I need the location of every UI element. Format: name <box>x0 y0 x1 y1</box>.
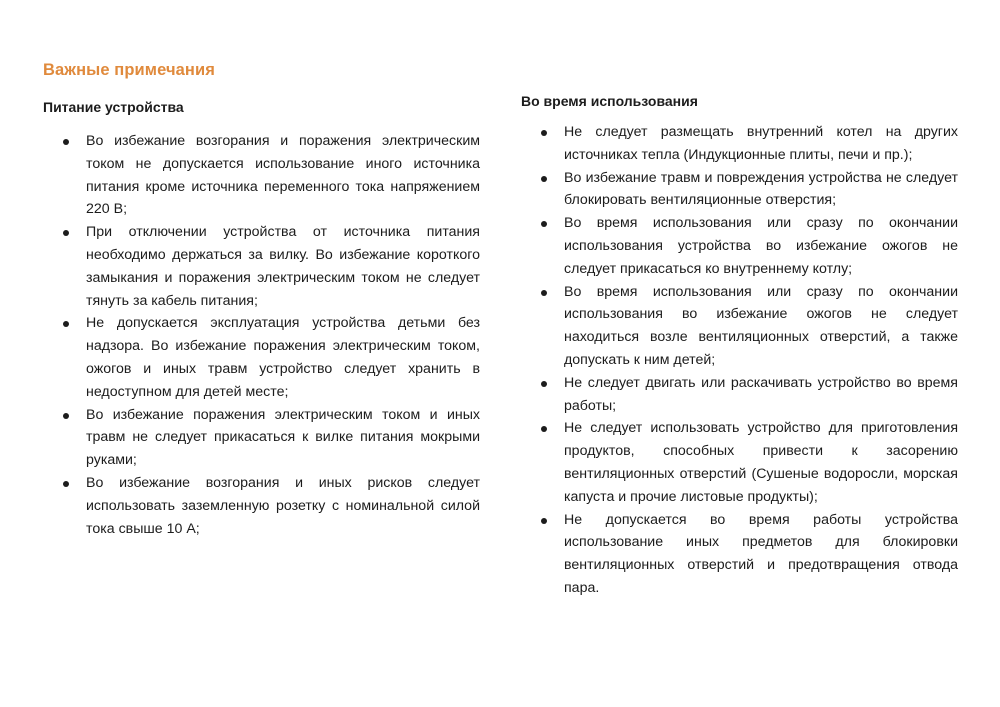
list-item-text: Не следует размещать внутренний котел на других источниках тепла (Индукционные плиты, печи и пр.); <box>564 124 958 163</box>
bullet-icon <box>541 381 547 387</box>
list-item-text: При отключении устройства от источника питания необходимо держаться за вилку. Во избежание короткого замыкания и поражения электрическим током не следует тянуть за кабель питания; <box>86 224 480 309</box>
bullet-icon <box>63 481 69 487</box>
list-item <box>521 509 958 600</box>
list-item <box>43 130 480 221</box>
list-item <box>521 417 958 508</box>
list-item <box>43 404 480 472</box>
bullet-icon <box>541 290 547 296</box>
bullet-icon <box>541 426 547 432</box>
usage-notes-list <box>521 121 958 600</box>
bullet-icon <box>63 139 69 145</box>
list-item <box>43 472 480 540</box>
power-section-heading: Питание устройства <box>43 99 184 115</box>
power-notes-list <box>43 130 480 540</box>
usage-section-heading: Во время использования <box>521 93 698 109</box>
list-item <box>43 221 480 312</box>
bullet-icon <box>541 130 547 136</box>
page-title: Важные примечания <box>43 61 215 79</box>
list-item <box>521 281 958 372</box>
bullet-icon <box>63 321 69 327</box>
list-item-text: Во время использования или сразу по окончании использования устройства во избежание ожогов не следует прикасаться ко внутреннему котлу; <box>564 215 958 277</box>
list-item-text: Во избежание возгорания и поражения электрическим током не допускается использование иного источника питания кроме источника переменного тока напряжением 220 В; <box>86 133 480 218</box>
list-item <box>521 372 958 418</box>
bullet-icon <box>541 176 547 182</box>
list-item <box>521 167 958 213</box>
list-item <box>521 212 958 280</box>
list-item-text: Во избежание травм и повреждения устройства не следует блокировать вентиляционные отверстия; <box>564 169 958 209</box>
list-item-text: Не следует двигать или раскачивать устройство во время работы; <box>564 374 958 414</box>
list-item-text: Во избежание возгорания и иных рисков следует использовать заземленную розетку с номинальной силой тока свыше 10 А; <box>86 474 480 537</box>
list-item <box>521 121 958 167</box>
list-item-text: Не следует использовать устройство для приготовления продуктов, способных привести к засорению вентиляционных отверстий (Сушеные водоросли, морская капуста и прочие листовые продукты); <box>564 420 958 505</box>
list-item-text: Во избежание поражения электрическим током и иных травм не следует прикасаться к вилке питания мокрыми руками; <box>86 406 480 469</box>
list-item <box>43 312 480 403</box>
list-item-text: Не допускается во время работы устройства использование иных предметов для блокировки вентиляционных отверстий и предотвращения отвода пара. <box>564 511 958 596</box>
bullet-icon <box>541 518 547 524</box>
list-item-text: Не допускается эксплуатация устройства детьми без надзора. Во избежание поражения электрическим током, ожогов и иных травм устройство следует хранить в недоступном для детей месте; <box>86 315 480 400</box>
bullet-icon <box>63 413 69 419</box>
bullet-icon <box>63 230 69 236</box>
list-item-text: Во время использования или сразу по окончании использования во избежание ожогов не следует находиться возле вентиляционных отверстий, а также допускать к ним детей; <box>564 283 958 368</box>
bullet-icon <box>541 221 547 227</box>
